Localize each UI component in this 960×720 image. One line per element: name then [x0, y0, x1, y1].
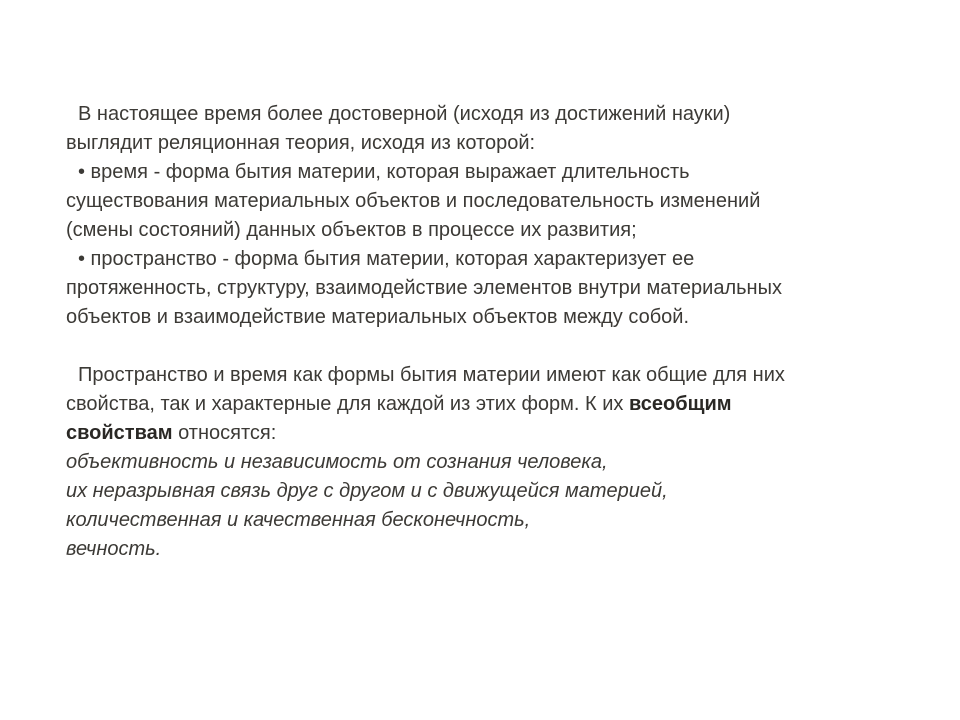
text-line [66, 419, 926, 448]
bold-term: свойствам [66, 422, 173, 444]
text-line: протяженность, структуру, взаимодействие элементов внутри материальных [66, 277, 782, 299]
property-item: объективность и независимость от сознания человека, [66, 451, 608, 473]
property-item: их неразрывная связь друг с другом и с движущейся материей, [66, 480, 668, 502]
property-item: вечность. [66, 538, 162, 560]
paragraph-gap [66, 332, 926, 361]
text-segment: относятся: [172, 422, 277, 444]
paragraph-properties [66, 361, 926, 564]
slide-text [66, 100, 926, 564]
text-line: существования материальных объектов и последовательность изменений [66, 190, 761, 212]
text-line [66, 390, 926, 419]
bullet-space: • пространство - форма бытия материи, которая характеризует ее [78, 248, 695, 270]
text-line: объектов и взаимодействие материальных объектов между собой. [66, 306, 690, 328]
text-line: (смены состояний) данных объектов в процессе их развития; [66, 219, 637, 241]
paragraph-relational-theory [66, 100, 926, 332]
text-line: В настоящее время более достоверной (исходя из достижений науки) [78, 103, 731, 125]
text-line: Пространство и время как формы бытия материи имеют как общие для них [78, 364, 785, 386]
text-segment: свойства, так и характерные для каждой из этих форм. К их [66, 393, 629, 415]
bullet-time: • время - форма бытия материи, которая выражает длительность [78, 161, 690, 183]
bold-term: всеобщим [628, 393, 732, 415]
property-item: количественная и качественная бесконечность, [66, 509, 531, 531]
text-line: выглядит реляционная теория, исходя из которой: [66, 132, 536, 154]
